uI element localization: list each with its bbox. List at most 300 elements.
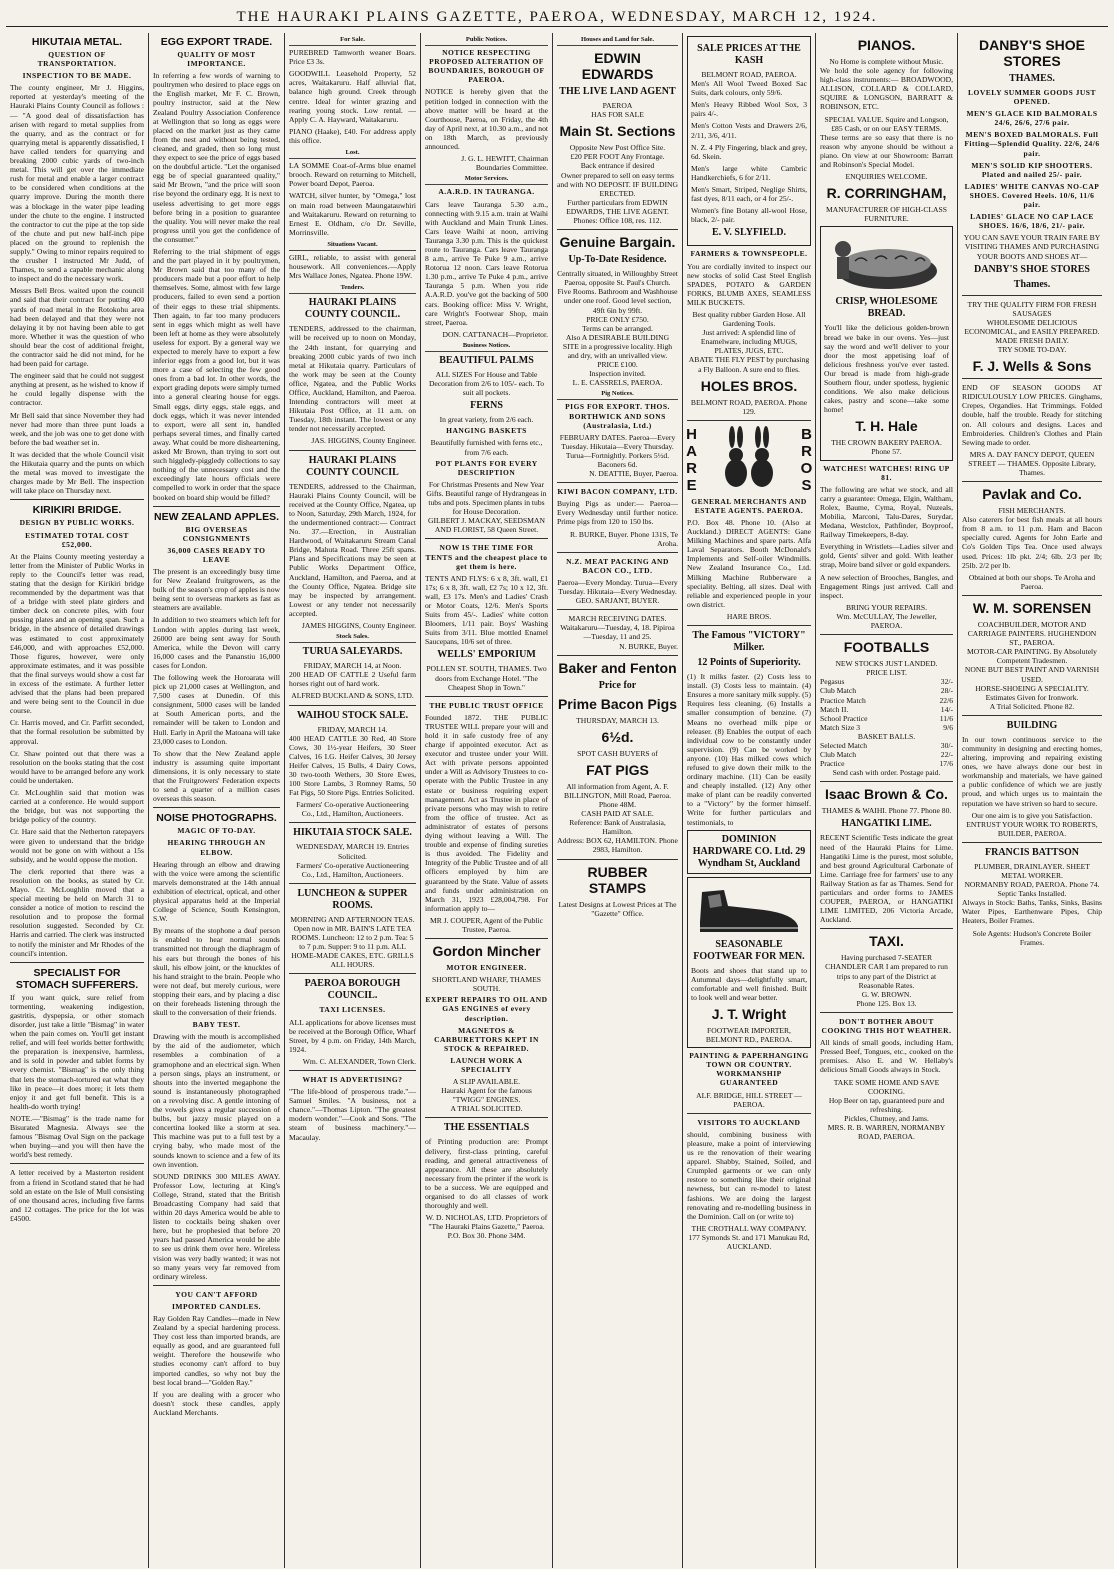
ad-text: Our one aim is to give you Satisfaction. (971, 810, 1093, 820)
item-price: 22/6 (939, 695, 953, 705)
ad-subheading: THE LIVE LAND AGENT (559, 86, 676, 98)
ad-heading: NOW IS THE TIME FOR TENTS and the cheapest place to get them is here. (425, 543, 548, 571)
price-line: N. Z. 4 Ply Fingering, black and grey, 6d. Skein. (691, 142, 807, 161)
classified-ad: A new selection of Brooches, Bangles, and Engagement Rings just arrived. Call and inspect. (820, 572, 953, 600)
ad-text: BELMONT ROAD, PAEROA. Phone 129. (690, 397, 808, 416)
ad-text: Opposite New Post Office Site. (569, 143, 666, 153)
item-price: 17/6 (939, 759, 953, 769)
section-label: Lost. (289, 148, 416, 159)
article-text: The following week the Horoarata will pick up 21,000 cases at Wellington, and 7,500 cases at Dunedin. Of this consignment, 5000 cases will be landed at South American ports, and the remainder will be taken to London and Hull. Early in April the Matoana will take 23,000 cases to London. (153, 673, 280, 746)
ad-text: Further particulars from EDWIN EDWARDS, THE LIVE AGENT. (566, 197, 669, 216)
classified-ad: Also caterers for best fish meals at all hours from 8 a.m. to 11 p.m. Ham and Bacon specially cured. Agents for John Earle and Co's Golden Tips Tea. Once used always used. Prices: 1lb pkt. 2/4; 6lb. 2/3 per lb; 25lb. 2/2 per lb. (962, 515, 1102, 570)
ad-heading: SEASONABLE FOOTWEAR FOR MEN. (693, 938, 805, 962)
divider (10, 1163, 144, 1164)
signature: Wm. McCULLAY, The Jeweller, PAEROA. (836, 611, 937, 631)
article-text: Cr. Hare said that the Netherton ratepayers were given to understand that the bridge would not be gone on with without a 15s subsidy, and he would oppose the motion. (10, 827, 144, 864)
divider (289, 973, 416, 974)
ad-text: YOU CAN SAVE YOUR TRAIN FARE BY VISITING THAMES AND PURCHASING YOUR BOOTS AND SHOES AT— (963, 233, 1101, 261)
classified-ad: Founded 1872. THE PUBLIC TRUSTEE WILL prepare your will and hold it in safe custody free of any charge if appointed executor. Act as executor and trustee under your Will. Act with private persons appointed under a Will as Advisory Trustees to co-operate with the Public Trustee in any estate or business requiring expert management. Act as Trustee in place of private persons who may wish to retire from the office of trustee. Act as administrator of estates of persons dying without leaving a Will. The trouble and expense of finding sureties is thus avoided. The Fidelity and Integrity of the Public Trustee and of all officers employed by him are guaranteed by the State. Value of assets and funds under administration on March 31, 1923 £28,004,798. For information apply to— (425, 712, 548, 913)
signature: GILBERT J. MACKAY, SEEDSMAN AND FLORIST, 58 Queen Street. (428, 516, 545, 535)
ad-text: MEN'S GLACE KID BALMORALS 24/6, 26/6, 27/6 pair. (966, 109, 1098, 128)
signature: R. BURKE, Buyer. Phone 131S, Te Aroha. (570, 529, 678, 548)
divider (962, 295, 1102, 296)
ad-heading: Prime Bacon Pigs (557, 695, 678, 712)
ad-text: Obtained at both our shops. Te Aroha and Paeroa. (968, 572, 1096, 591)
item-name: Match II. (820, 704, 849, 714)
divider (557, 859, 678, 860)
ad-heading: HANGATIKI LIME. (841, 818, 932, 830)
item-name: Selected Match (820, 740, 868, 750)
ad-heading: NOTICE RESPECTING PROPOSED ALTERATION OF BOUNDARIES, BOROUGH OF PAEROA. (428, 48, 545, 85)
subhead: YOU CAN'T AFFORD (175, 1289, 258, 1299)
ad-heading: GENERAL MERCHANTS AND ESTATE AGENTS. PAEROA. (691, 496, 807, 515)
ad-text: Just arrived: A splendid line of Enamelware, including MUGS, PLATES, JUGS, ETC. (700, 328, 798, 356)
classified-ad: We hold the sole agency for following high-class instruments:— BROADWOOD, ALLISON, COLLARD & COLLARD, SQUIRE & LONGSON, BARRATT & ROBINSON, ETC. (820, 66, 953, 112)
headline-hikutaia-metal: HIKUTAIA METAL. (31, 36, 123, 48)
divider (820, 781, 953, 782)
price-row (820, 741, 953, 750)
ad-text: WHOLESOME DELICIOUS ECONOMICAL, and EASILY PREPARED. (964, 317, 1100, 336)
ad-text: MARCH RECEIVING DATES. Waitakaruru—Tuesday, 4, 18. Pipiroa—Tuesday, 11 and 25. (560, 614, 675, 642)
ad-text: Phone 125. Box 13. (856, 998, 917, 1008)
item-price: 9/6 (943, 722, 953, 732)
ad-heading: VISITORS TO AUCKLAND (697, 1117, 801, 1127)
item-price: 22/- (940, 750, 953, 760)
subhead: ESTIMATED TOTAL COST £52,000. (25, 530, 129, 549)
subhead: BABY TEST. (192, 1020, 241, 1030)
ad-heading: WAIHOU STOCK SALE. (296, 709, 409, 721)
ad-text: BRING YOUR REPAIRS. (845, 602, 928, 612)
ad-text: Five Rooms. Bathroom and Washhouse under one roof. Good level section, 49ft 6in by 99ft. (557, 287, 678, 315)
signature: Wm. C. ALEXANDER, Town Clerk. (302, 1056, 416, 1066)
subhead: QUALITY OF MOST IMPORTANCE. (177, 50, 256, 69)
subhead: BIG OVERSEAS CONSIGNMENTS (182, 524, 251, 543)
section-label: Tenders. (289, 283, 416, 294)
ad-text: SPECIAL VALUE. Squire and Longson, £85 Cash, or on our EASY TERMS. (824, 114, 949, 133)
column-6 (683, 33, 816, 1568)
ad-text: Hauraki Agent for the famous "TWIGG" ENGINES. (441, 1086, 532, 1105)
ad-text: ALF. BRIDGE, HILL STREET — PAEROA. (696, 1090, 802, 1109)
price-row (820, 750, 953, 759)
divider (425, 538, 548, 539)
classified-ad: 200 HEAD OF CATTLE 2 Useful farm horses right out of hard work. (289, 670, 416, 689)
divider (557, 655, 678, 656)
ad-heading: CRISP, WHOLESOME BREAD. (835, 296, 938, 320)
ad-text: Having purchased 7-SEATER CHANDLER CAR I am prepared to run trips to any part of the District at Reasonable Rates. (825, 953, 948, 990)
signature: N. BURKE, Buyer. (619, 641, 678, 651)
ad-text: Pickles, Chutney, and Jams. (844, 1113, 929, 1123)
ad-text: For Christmas Presents and New Year Gifts. Beautiful range of Hydrangeas in tubs and pots. Specimen plants in tubs for House Decoration. (426, 479, 547, 517)
price-row (820, 705, 953, 714)
ad-text: NONE BUT BEST PAINT AND VARNISH USED. (964, 665, 1100, 684)
item-name: School Practice (820, 713, 868, 723)
article-text: Hearing through an elbow and drawing with the voice were among the scientific marvels demonstrated at the 14th annual exhibition of electrical, optical, and other physical apparatus held at the Imperial College of Science, South Kensington, S.W. (153, 859, 280, 924)
ad-text: MOTOR-CAR PAINTING. By Absolutely Competent Tradesmen. (967, 647, 1097, 666)
ad-text: Beautifully furnished with ferns etc., from 7/6 each. (430, 438, 543, 457)
divider (425, 938, 548, 939)
signature: HARE BROS. (726, 611, 772, 621)
article-text: Referring to the trial shipment of eggs and the part played in it by poultrymen, Mr Brown said that too many of the producers made but a poor effort to help themselves. Some, almost with few large producers, failed to even send a portion of their eggs to these trial shipments. Then again, to far too many producers sent in eggs which might as well have been left at home as they were absolutely useless for export. By a general way we expected to merely have to export a few inferior eggs from a good lot, but it was more a case of selecting the few good ones from a bad lot. In other words, the export grading depots were simply turned into a general clearing house for eggs. Small eggs, dirty eggs, stale eggs, and dock eggs, which it was never intended to export, were all sent in, handled perhaps several times, and finally carted away. What could be more disheartening, asked Mr Brown, than trying to sort out such higgledy-piggledy collections to say nothing of the unnecessary cost and the exceedingly late hours officials were compelled to work in order that the space booked on board ship would be filled? (153, 246, 280, 502)
divider (10, 962, 144, 963)
price-line: Men's Smart, Striped, Neglige Shirts, fast dyes, 8/11 each, or 4 for 25/-. (691, 185, 807, 204)
classified-ad: Everything in Wristlets—Ladies silver and gold, Gents' silver and gold. With leather strap, Moire band silver or gold expanders. (820, 542, 953, 570)
price-row (820, 714, 953, 723)
subhead: IMPORTED CANDLES. (171, 1301, 262, 1311)
ad-text: CASH PAID AT SALE. (581, 809, 654, 819)
divider (289, 883, 416, 884)
classified-ad: These terms are so easy that there is no reason why anyone should be without a piano. On view at our Showroom: Barratt and Robinson's Special Model. (820, 132, 953, 170)
ad-text: NEW STOCKS JUST LANDED. (835, 659, 938, 669)
ad-text: FRIDAY, MARCH 14. (317, 724, 388, 734)
ad-text: SHORTLAND WHARF, THAMES SOUTH. (432, 975, 541, 994)
subhead: TAXI LICENSES. (319, 1005, 386, 1015)
classified-ad: Cars leave Tauranga 5.30 a.m., connecting with 9.15 a.m. train at Waihi with Auckland and Main Trunk Lines. Cars leave Waihi at noon, arriving Tauranga 3.30 p.m. This is the quickest route to Tauranga. Cars leave Tauranga 8 a.m., arrive Te Puke 9 a.m., arrive Rotorua 12 noon. Cars leave Rotorua 1.30 p.m., arrive Te Puke 4 p.m., arrive Tauranga 5 p.m. When you ride A.A.R.D. you've got the backing of 500 cars. Booking office: Miss V. Wright, care Wright's Footwear Shop, main street, Paeroa. (425, 199, 548, 327)
ad-heading: Main St. Sections (559, 123, 676, 140)
ad-heading: PAEROA BOROUGH COUNCIL. (304, 978, 401, 1002)
ad-heading: POT PLANTS FOR EVERY DESCRIPTION (435, 458, 538, 477)
ad-heading: RUBBER STAMPS (587, 863, 648, 896)
classified-ad: The following are what we stock, and all carry a guarantee: Omega, Elgin, Waltham, Rolex, Baume, Cyma, Royal, Nuzeals, Mobilia, Marconi, Talu-Dares, Surydar, Medana, Westclox, Pathfinder, Boyproof, Railway Timekeepers, 8-day. (820, 484, 953, 540)
ad-text: THURSDAY, MARCH 13. (576, 715, 659, 725)
ad-text: FEBRUARY DATES. Paeroa—Every Tuesday. Hikutaia—Every Thursday. Turua—Fortnightly. Porkers 5½d. Baconers 6d. (559, 432, 676, 469)
ad-text: THAMES & WAIHI. Phone 77. Phone 80. (821, 806, 952, 816)
divider (425, 696, 548, 697)
price-line: Men's Heavy Ribbed Wool Sox, 3 pairs 4/-. (691, 100, 807, 119)
ad-heading-corringham: R. CORRINGHAM, (826, 185, 947, 202)
ad-heading: A.A.R.D. IN TAURANGA. (438, 187, 535, 197)
divider (425, 1117, 548, 1118)
ad-text: ALL SIZES For House and Table Decoration from 2/6 to 105/- each. To suit all pockets. (428, 370, 545, 398)
divider (557, 609, 678, 610)
headline-nz-apples: NEW ZEALAND APPLES. (153, 510, 280, 523)
ad-text: LOVELY SUMMER GOODS JUST OPENED. (968, 88, 1096, 107)
divider (820, 928, 953, 929)
divider (557, 482, 678, 483)
price-display: 6½d. (601, 728, 634, 745)
ad-heading-footballs: FOOTBALLS (843, 639, 930, 656)
column-3 (285, 33, 421, 1568)
article-text: By means of the stophone a deaf person is enabled to hear normal sounds transmitted not through the diaphragm of his ears but through the bones of his skull, his elbow joint, or the knuckles of his hand straight to the brain. People who were not deaf, but merely curious, were stopping their ears, and by placing a disc on their foreheads listening through the skull to the conversation of their friends. (153, 926, 280, 1018)
ad-heading: BUILDING (1006, 719, 1058, 731)
article-text: At the Plains County meeting yesterday a letter from the Minister of Public Works in reply to the Council's letter was read, stating that the design for Kirikiri bridge recommended by the department was that of a bridge with steel plate girders and timber deck on concrete piles, with four pussing plates and an opening span. Such a bridge, in the absence of detailed drawings was estimated to cost approximately £46,000, and with approaches £52,000. Those figures, however, were only approximate estimates, and it was possible that the final surveys would show a cost far in excess of the estimate. A further letter advised that the plans had been prepared and were being sent to the Council in due course. (10, 551, 144, 716)
divider (962, 595, 1102, 596)
ad-heading: SALE PRICES AT THE KASH (697, 43, 801, 66)
signature: JAMES HIGGINS, County Engineer. (301, 620, 416, 630)
column-5 (553, 33, 683, 1568)
article-text: Drawing with the mouth is accomplished by the aid of the audiometer, which resembles a combination of a gramophone and an electrical sign. When a person sings, plays an instrument, or shouts into the inverted megaphone the sound is instantaneously photographed on a revolving disc. A gentle intoning of the vowels gives a regular succession of bulbs, but jazzy music played on a concertina looked like a storm at sea. This machine was put to a full test by a crying baby, who made most of the sounds known to science and a few of its own invention. (153, 1032, 280, 1169)
subhead: DESIGN BY PUBLIC WORKS. (19, 518, 135, 528)
ad-heading: LUNCHEON & SUPPER ROOMS. (297, 887, 408, 911)
classified-ad: P.O. Box 48. Phone 10. (Also at Auckland.) DIRECT AGENTS: Gane Milking Machines and spare parts. Alfa Laval Separators. Booth McDonald's Implements and Self-oiler Windmills. New Zealand Insurance Co., Ltd. Milking Machine Rubberware a speciality. Belting, all sizes. Deal with reliable and experienced people in your own district. (687, 518, 811, 609)
ad-heading: Genuine Bargain. (559, 234, 676, 251)
ad-text: Paeroa—Every Monday. Turua—Every Tuesday. Hikutaia—Every Wednesday. (557, 577, 678, 597)
article-text: The clerk reported that there was a resolution on the books, as stated by Cr. Mayo. Cr. McLoughlin moved that a special meeting be held on March 31 to consider a notice of motion to rescind the resolution and to propose the formal resolution suggested. Seconded by Cr. Harris and carried. The clerk was instructed to notify the minister and Mr Rhodes of the council's intention. (10, 866, 144, 958)
section-label: Pig Notices. (557, 389, 678, 400)
divider (557, 552, 678, 553)
signature: G. W. BROWN. (861, 989, 912, 999)
ad-text: MANUFACTURER OF HIGH-CLASS FURNITURE. (826, 205, 947, 224)
ad-heading: FRANCIS BATTSON (985, 846, 1079, 858)
item-name: Practice Match (820, 695, 866, 705)
ad-text: SPOT CASH BUYERS of (577, 748, 658, 758)
classified-ad: You'll like the delicious golden-brown bread we bake in our ovens. Yes—just say the word and we'll deliver to your door the most appetising loaf of delicious freshness you've ever tasted. Our bread is made from high-grade Southern flour, under spotless, hygienic conditions. We also make delicious cakes, pastry and scone—take some home! (824, 323, 949, 415)
divider (820, 1012, 953, 1013)
subhead: WHAT IS ADVERTISING? (302, 1074, 403, 1084)
ad-subheading: 12 Points of Superiority. (697, 657, 801, 669)
classified-ad: GOODWILL Leasehold Property, 52 acres, Waitakaruru. Half alluvial flat, balance high ground. Creek through centre. Ideal for winter grazing and rearing young stock. Low rental. —Apply C. A. Hayward, Waitakaruru. (289, 69, 416, 124)
article-text: Cr. Harris moved, and Cr. Parfitt seconded, that the formal resolution be submitted by approval. (10, 718, 144, 746)
item-name: Practice (820, 759, 845, 769)
ad-text: PRICE £100. (597, 360, 638, 370)
ad-text: BELMONT ROAD, PAEROA. (701, 70, 797, 79)
ad-text: MORNING AND AFTERNOON TEAS. Open now in MR. BAIN'S LATE TEA ROOMS. Luncheon: 12 to 2 p.m. Tea: 5 to 7 p.m. Supper: 9 to 11 p.m. ALL HOME-MADE CAKES, ETC. GRILLS ALL HOURS. (290, 914, 415, 970)
ad-text: EXPERT REPAIRS TO OIL AND GAS ENGINES of every description. (425, 995, 548, 1023)
classified-ad: Buying Pigs as under:— Paeroa—Every Wednesday until further notice. Prime pigs from 120 to 150 lbs. (557, 499, 678, 527)
headline-stomach-specialist: SPECIALIST FOR STOMACH SUFFERERS. (15, 966, 139, 991)
ad-text: MEN'S SOLID KIP SHOOTERS. Plated and nailed 25/- pair. (971, 160, 1093, 179)
article-text: Cr. Shaw pointed out that there was a resolution on the books stating that the cost would have to be arranged before any work could be undertaken. (10, 748, 144, 785)
article-text: If you want quick, sure relief from tormenting, weakening indigestion, gastritis, dyspepsia, or other stomach disorder, just take a little "Bismag" in water when the pain comes on. You'll get instant relief, and will feel worlds better forthwith; the preparation is inexpensive, harmless, and is sold in powder and tablet forms by every chemist. "Bismag" is the only thing that lets the stomach-tortured eat what they like in peace—it does more; it lets them enjoy it and get full benefit. This is a health-do worth trying! (10, 992, 144, 1111)
classified-ad: RECENT Scientific Tests indicate the great need of the Hauraki Plains for Lime. Hangatiki Lime is the purest, most soluble, and best ground Agricultural Carbonate of Lime. Carriage free for farmers' use to any Railway Station as far as Thames. Send for particulars and order forms to JAMES COUPER, PAEROA, or HANGATIKI LIME LIMITED, 206 Victoria Arcade, Auckland. (820, 833, 953, 925)
ad-text: Back entrance if desired (580, 161, 655, 171)
football-price-list (820, 677, 953, 732)
ad-text: Septic Tanks Installed. (997, 889, 1067, 899)
item-price: 14/- (940, 704, 953, 714)
divider (10, 499, 144, 500)
column-8 (958, 33, 1106, 1568)
classified-ad: PUREBRED Tamworth weaner Boars. Price £3 3s. (289, 48, 416, 67)
ad-text: Owner prepared to sell on easy terms and with NO DEPOSIT. IF BUILDING ERECTED. (557, 170, 678, 198)
ad-text: Price for (598, 679, 637, 691)
article-text: To show that the New Zealand apple industry is assuming quite important dimensions, it is only necessary to state that the Fruitgrowers' Federation expects to send a quarter of a million cases overseas this season. (153, 748, 280, 804)
boot-illustration-icon (694, 884, 804, 936)
ad-heading-wright: J. T. Wright (711, 1006, 787, 1022)
ad-text: HORSE-SHOEING A SPECIALITY. (975, 683, 1089, 693)
ad-text: COACHBUILDER, MOTOR AND CARRIAGE PAINTERS. HUGHENDON ST., PAEROA. (967, 619, 1097, 648)
item-price: 11/6 (939, 713, 953, 723)
bakery-ad (820, 226, 953, 460)
ad-text: Best quality rubber Garden Hose. All Gardening Tools. (692, 309, 806, 329)
ad-text: A SLIP AVAILABLE. (452, 1077, 521, 1087)
classified-ad: ALL applications for above licenses must be received at the Borough Office, Wharf Street, by 4 p.m. on Friday, 14th March, 1924. (289, 1017, 416, 1054)
rabbits-illustration-icon (714, 425, 784, 495)
ad-text: Address: BOX 62, HAMILTON. Phone 2983, Hamilton. (557, 836, 678, 855)
classified-ad: TENDERS, addressed to the chairman, will be received up to noon on Monday, the 24th instant, for quarrying and breaking 2000 cubic yards of two inch metal at Hikutaia quarry. Particulars of the work may be seen at the County office, Ngatea, and the Public Works Office, Auckland, Hamilton, and Paeroa. Intending contractors will meet at Hikutaia Post Office, at 11 a.m. on Tuesday, 18th instant. The lowest or any tender not necessarily accepted. (289, 324, 416, 434)
ad-subheading: Up-To-Date Residence. (568, 254, 667, 266)
ad-text: Thames. (1013, 278, 1051, 290)
classified-ad: END OF SEASON GOODS AT RIDICULOUSLY LOW PRICES. Ginghams, Crepes, Organdies. Hat Trimmings. Folded double, half the trouble. Ready for stitching on. All colours and designs. Laces and Embroideries. Children's Clothes and Plain Sewing made to order. (962, 383, 1102, 447)
article-text: The engineer said that he could not suggest anything at present, as he wished to know if he could legally dispense with the contractor. (10, 371, 144, 408)
footwear-ad (687, 877, 811, 1049)
ad-text: Also A DESIRABLE BUILDING SITE in a progressive locality. High and dry, with an unrivalled view. (562, 332, 673, 360)
article-text: SOUND DRINKS 300 MILES AWAY. Professor Low, lecturing at King's College, Strand, stated that the British Broadcasting Company had said that within 20 days America would be able to listen to cocktails being shaken over here, but he prophesied that before 20 years had passed America would be able to see us drink them over here. Wireless vision was very badly wanted; it was not so many years very far removed from ordinary wireless. (153, 1171, 280, 1281)
headline-kirikiri-bridge: KIRIKIRI BRIDGE. (32, 504, 122, 517)
item-price: 32/- (940, 677, 953, 687)
article-text: A letter received by a Masterton resident from a friend in Scotland stated that he had sold an estate on the Isle of Mull consisting of one thousand acres, including five farms and 12 cottages. The price for the lot was £4500. (10, 1168, 144, 1223)
article-text: The present is an exceedingly busy time for New Zealand fruitgrowers, as the bulk of the season's crop of apples is now being sent to overseas markets as fast as steamers are available. (153, 566, 280, 613)
ad-text: All information from Agent, A. F. BILLINGTON, Mill Road, Paeroa. Phone 48M. (564, 781, 671, 809)
ad-text: LAUNCH WORK A SPECIALITY (450, 1055, 523, 1074)
ad-text: MEN'S BOXED BALMORALS. Full Fitting—Splendid Quality. 22/6, 24/6 pair. (964, 130, 1100, 158)
divider (153, 1285, 280, 1286)
ad-text: PLUMBER, DRAINLAYER. SHEET METAL WORKER. (974, 861, 1090, 880)
signature: MR J. COUPER, Agent of the Public Trustee, Paeroa. (429, 915, 544, 934)
divider (962, 378, 1102, 379)
ad-text: WEDNESDAY, MARCH 19. Entries Solicited. (296, 842, 409, 861)
article-text: If you are dealing with a grocer who doesn't stock these candles, apply Auckland Merchants. (153, 1389, 280, 1417)
subhead: BASKET BALLS. (857, 731, 916, 741)
ad-text: Send cash with order. Postage paid. (832, 768, 941, 778)
masthead: THE HAURAKI PLAINS GAZETTE, PAEROA, WEDNESDAY, MARCH 12, 1924. (6, 8, 1108, 27)
ad-heading: WELLS' EMPORIUM (437, 649, 536, 661)
ad-heading: N.Z. MEAT PACKING AND BACON CO., LTD. (566, 556, 669, 575)
article-text: The county engineer, Mr J. Higgins, reported at yesterday's meeting of the Hauraki Plains County Council as follows :— "A good deal of dissatisfaction has arisen with regard to metal supplies from the quarry, and as the contract or for quarrying metal is apparently dissatisfied, I have called tenders for quarrying and breaking 2000 cubic yards of two-inch metal. This will get over the immediate rush for metal and enable a larger contract to be considered when conditions at the quarry improve. During the month there was a blockage in the water pipe leading under the chute to the engine. I instructed the contractor to cut the pipe at the top side of the chute and put new half-inch pipe placed on the ground to replenish the supply." Owing to minor repairs required to the crusher I instructed Mr Judd, of Thames, to send a capable mechanic along to inspect and do the necessary work. (10, 83, 144, 284)
ad-text: ABATE THE FLY PEST by purchasing a Fly Balloon. A sure end to flies. (688, 355, 810, 374)
divider (687, 1113, 811, 1114)
divider (962, 842, 1102, 843)
ad-text: NORMANBY ROAD, PAEROA. Phone 74. (964, 880, 1100, 890)
subhead: MAGIC OF TO-DAY. (177, 826, 256, 836)
ad-heading-pavlak: Pavlak and Co. (982, 486, 1082, 503)
ad-text: HAS FOR SALE (591, 110, 644, 120)
price-line: Men's All Wool Tweed Boxed Sac Suits, dark colours, only 59/6. (691, 79, 807, 98)
ad-heading: FARMERS & TOWNSPEOPLE. (690, 249, 808, 259)
ad-heading: KIWI BACON COMPANY, LTD. (557, 487, 678, 497)
ad-heading: HANGING BASKETS (446, 426, 527, 436)
classified-ad: All kinds of small goods, including Ham, Pressed Beef, Tongues, etc., cooked on the premises. Also E. and W. Hellaby's delicious Small Goods always in Stock. (820, 1038, 953, 1075)
classified-ad: TENTS AND FLYS: 6 x 8, 3ft. wall, £1 17s; 6 x 8, 3ft. wall, £2 7s; 10 x 12, 3ft. wall, £3 17s. Men's and Ladies' Crash or Motor Coats, 12/6. Men's Sports Suits from 45/-. Ladies' white cotton Bloomers, 1/11 pair. Boys' Washing Suits from 3/11. Blue mottled Enamel Saucepans, 10/6 set of three. (425, 573, 548, 647)
ad-text: THAMES. (1009, 73, 1055, 84)
ad-text: PAEROA (602, 101, 633, 111)
divider (153, 506, 280, 507)
ad-heading: TURUA SALEYARDS. (302, 646, 403, 658)
ad-text: LADIES' WHITE CANVAS NO-CAP SHOES. Covered Heels. 10/6, 11/6 pair. (964, 181, 1100, 210)
ad-text: TRY THE QUALITY FIRM FOR FRESH SAUSAGES (967, 299, 1097, 318)
divider (687, 625, 811, 626)
divider (962, 481, 1102, 482)
divider (289, 450, 416, 451)
article-text: Ray Golden Ray Candles—made in New Zealand by a special hardening process. They cost less than imported brands, are equally as good, and are guaranteed full weight. Therefore the housewife who studies economy can't afford to buy imported candles, so why not buy the best local brand—"Golden Ray." (153, 1314, 280, 1387)
ad-heading: FAT PIGS (586, 761, 649, 778)
ad-text: FRIDAY, MARCH 14, at Noon. (303, 661, 402, 671)
signature: ALFRED BUCKLAND & SONS, LTD. (291, 691, 414, 701)
article-text: In referring a few words of warning to poultrymen who desired to place eggs on the English market, Mr F. C. Brown, poultry instructor, said at the New Zealand Poultry Association Conference at Wellington that so long as eggs were placed on the market just as they came from the nest and without being tested, cleaned, and graded, then so long must they expect to see the price of eggs based on the doubtful article. "Let the organised egg be of special guaranteed quality," said Mr Brown, "and the price will soon rise beyond the ordinary egg. It is next to useless advertising to get more eggs before bring in a position to guarantee the quality. You will never make the real progress until you get the confidence of the consumer." (153, 71, 280, 244)
price-line: Women's fine Botany all-wool Hose, black, 2/- pair. (691, 206, 807, 225)
article-text: It was decided that the whole Council visit the Hikutaia quarry and the punts on which the metal was moved to investigate the charges made by Mr Bell. The inspection will take place on Thursday next. (10, 449, 144, 496)
ad-heading: The Famous "VICTORY" Milker. (692, 630, 806, 654)
ad-text: Estimates Given for Ironwork. (985, 692, 1079, 702)
divider (962, 715, 1102, 716)
price-line: Men's large white Cambric Handkerchiefs, 6 for 2/11. (691, 163, 807, 182)
article-text: Mr Bell said that since November they had never had more than three punt loads a week, and the job was one to get done with before the bad weather set in. (10, 410, 144, 447)
signature: W. D. NICHOLAS, LTD. Proprietors of "The Hauraki Plains Gazette," Paeroa. P.O. Box 30. Phone 34M. (425, 1213, 548, 1241)
divider (289, 822, 416, 823)
ad-heading: HAURAKI PLAINS COUNTY COUNCIL. (304, 297, 401, 321)
ad-text: THE CROWN BAKERY PAEROA. Phone 57. (831, 438, 942, 457)
price-row (820, 686, 953, 695)
price-row (820, 696, 953, 705)
price-row (820, 677, 953, 686)
subhead: INSPECTION TO BE MADE. (22, 71, 132, 81)
ad-text: Reference: Bank of Australasia, Hamilton. (569, 818, 666, 837)
ad-text: Terms can be arranged. (582, 323, 653, 333)
ad-heading: THE PUBLIC TRUST OFFICE (429, 700, 544, 710)
section-label: Houses and Land for Sale. (557, 35, 678, 46)
column-2 (149, 33, 285, 1568)
signature: N. DEATTIE, Buyer, Paeroa. (589, 469, 678, 479)
ad-text: MAGNETOS & CARBURETTORS KEPT IN STOCK & REPAIRED. (434, 1025, 539, 1053)
ad-text: A Trial Solicited. Phone 82. (989, 701, 1075, 711)
section-label: Situations Vacant. (289, 240, 416, 251)
hare-vertical-text: HARE (683, 425, 701, 494)
section-label: Public Notices. (425, 35, 548, 46)
ad-text: In great variety, from 2/6 each. (439, 415, 534, 425)
ad-text: Inspection invited. (589, 369, 646, 379)
subhead: HEARING THROUGH AN ELBOW. (167, 838, 266, 857)
hare-bros-banner (683, 425, 815, 495)
item-name: Match Size 3 (820, 722, 861, 732)
column-7 (816, 33, 958, 1568)
ad-heading: HIKUTAIA STOCK SALE. (293, 827, 412, 839)
classified-ad: You are cordially invited to inspect our new stocks of solid Cast Steel English SPADES, POTATO & GARDEN FORKS, BLUMB AXES, SEAMLESS MILK BUCKETS. (687, 261, 811, 307)
column-4 (421, 33, 553, 1568)
article-text: Cr. McLoughlin said that motion was carried at a conference. He would support the bridge, but was not supporting the bridge policy of the country. (10, 788, 144, 825)
divider (289, 1070, 416, 1071)
ad-text: Latest Designs at Lowest Prices at The "Gazette" Office. (558, 899, 677, 918)
signature: GEO. SARJANT, BUYER. (575, 596, 660, 606)
signature: JAS. HIGGINS, County Engineer. (311, 436, 416, 446)
ad-heading-holes-bros: HOLES BROS. (700, 377, 798, 394)
signature: L. E. CASSRELS, PAEROA. (572, 378, 663, 388)
item-price: 30/- (940, 740, 953, 750)
divider (557, 229, 678, 230)
classified-ad: should, combining business with pleasure, make a point of interviewing us re the renovation of their wearing apparel. Shabby, Stained, Soiled, and Crumpled garments or we can only restore to something like their original newness, but can re-model to latest fashions. We are doing the largest renovating and re-modelling business in the Dominion. Call on (or write to) (687, 1129, 811, 1221)
classified-ad: In our town continuous service to the community in designing and erecting homes, altering, improving and repairing existing ones, we have always done our best in workmanship and materials, we have gained a public confidence of which we are justly proud, and which urges us to maintain the reputation we have striven so hard to secure. (962, 734, 1102, 808)
subhead: 36,000 CASES READY TO LEAVE (167, 545, 266, 564)
ad-text: Sole Agents: Hudson's Concrete Boiler Frames. (972, 928, 1092, 947)
ad-heading: DANBY'S SHOE STORES (974, 263, 1090, 275)
ad-text: TAKE SOME HOME AND SAVE COOKING. (833, 1077, 940, 1096)
ad-text: FOOTWEAR IMPORTER, BELMONT RD., PAEROA. (705, 1026, 793, 1045)
classified-ad: NOTICE is hereby given that the petition lodged in connection with the above matter will be heard at the Courthouse, Paeroa, on Friday, the 4th day of April next, at 10.30 a.m., and not on 18th March, as previously announced. (425, 87, 548, 152)
article-text: NOTE.—"Bismag" is the trade name for Bisurated Magnesia. Always see the famous "Bismag Oval Sign on the package when buying—and you will then have the world's best remedy. (10, 1113, 144, 1160)
article-text: Messrs Bell Bros. waited upon the council and said that their contract for putting 400 yards of road metal in the Rotokohu area had been delayed and that they were not delaying it by not having been able to get more. Whether it was the question of who should bear the cost of additional freight, the contractor said he did not mind, for he had been paid for cartage. (10, 286, 144, 369)
classified-ad: TENDERS, addressed to the Chairman, Hauraki Plains County Council, will be received at the County Office, Ngatea, up to Noon, Saturday, 29th March, 1924, for the undermentioned contract:— Contract No. 37.—Erection, in Australian Hardwood, of Waitakaruru Stream Canal Bridge, Mahuta Road. Three 25ft spans. Plans and Specifications may be seen at Public Works Department Office, Auckland, Hamilton, and Paeroa, and at the County Office, Ngatea. Bridge site may be inspected by arrangement. Lowest or any tender not necessarily accepted. (289, 481, 416, 618)
price-row (820, 759, 953, 768)
section-label: Stock Sales. (289, 632, 416, 643)
basketball-price-list (820, 741, 953, 768)
headline-egg-export: EGG EXPORT TRADE. (160, 36, 273, 48)
item-name: Club Match (820, 686, 857, 696)
ad-heading: HAURAKI PLAINS COUNTY COUNCIL (306, 454, 399, 478)
ad-text: A TRIAL SOLICITED. (450, 1104, 523, 1114)
divider (820, 634, 953, 635)
headline-noise-photographs: NOISE PHOTOGRAPHS. (156, 812, 277, 825)
ad-heading-taxi: TAXI. (869, 933, 904, 950)
classified-ad: 400 HEAD CATTLE 30 Red, 40 Store Cows, 30 1½-year Heifers, 30 Steer Calves, 16 I.G. Heifer Calves, 30 Jersey Heifer Calves, 15 Bulls, 4 Dairy Cows, 30 two-tooth Wethers, 30 Store Ewes, 100 Store Lambs, 3 Romney Rams, 50 Fat Pigs, 50 Store Pigs. Entries Solicited. (289, 733, 416, 798)
ad-heading-mincher: Gordon Mincher (432, 943, 541, 960)
signature: J. G. L. HEWITT, Chairman Boundaries Committee. (461, 154, 548, 173)
bros-vertical-text: BROS (798, 425, 815, 494)
ad-heading: DON'T BOTHER ABOUT COOKING THIS HOT WEATHER. (821, 1016, 952, 1036)
price-line: Men's Cotton Vests and Drawers 2/6, 2/11, 3/6, 4/11. (691, 121, 807, 140)
classified-ad: LA SOMME Coat-of-Arms blue enamel brooch. Reward on returning to Mitchell, Power board Depot, Paeroa. (289, 161, 416, 189)
ad-text: No Home is complete without Music. (829, 57, 944, 66)
ad-text: Hop Beer on tap, guaranteed pure and refreshing. (828, 1095, 945, 1114)
ad-heading-sorensen: W. M. SORENSEN (972, 599, 1092, 616)
ad-heading: PAINTING & PAPERHANGING TOWN OR COUNTRY. WORKMANSHIP GUARANTEED (689, 1051, 809, 1088)
ad-text: Phones: Office 108, res. 112. (573, 216, 662, 226)
